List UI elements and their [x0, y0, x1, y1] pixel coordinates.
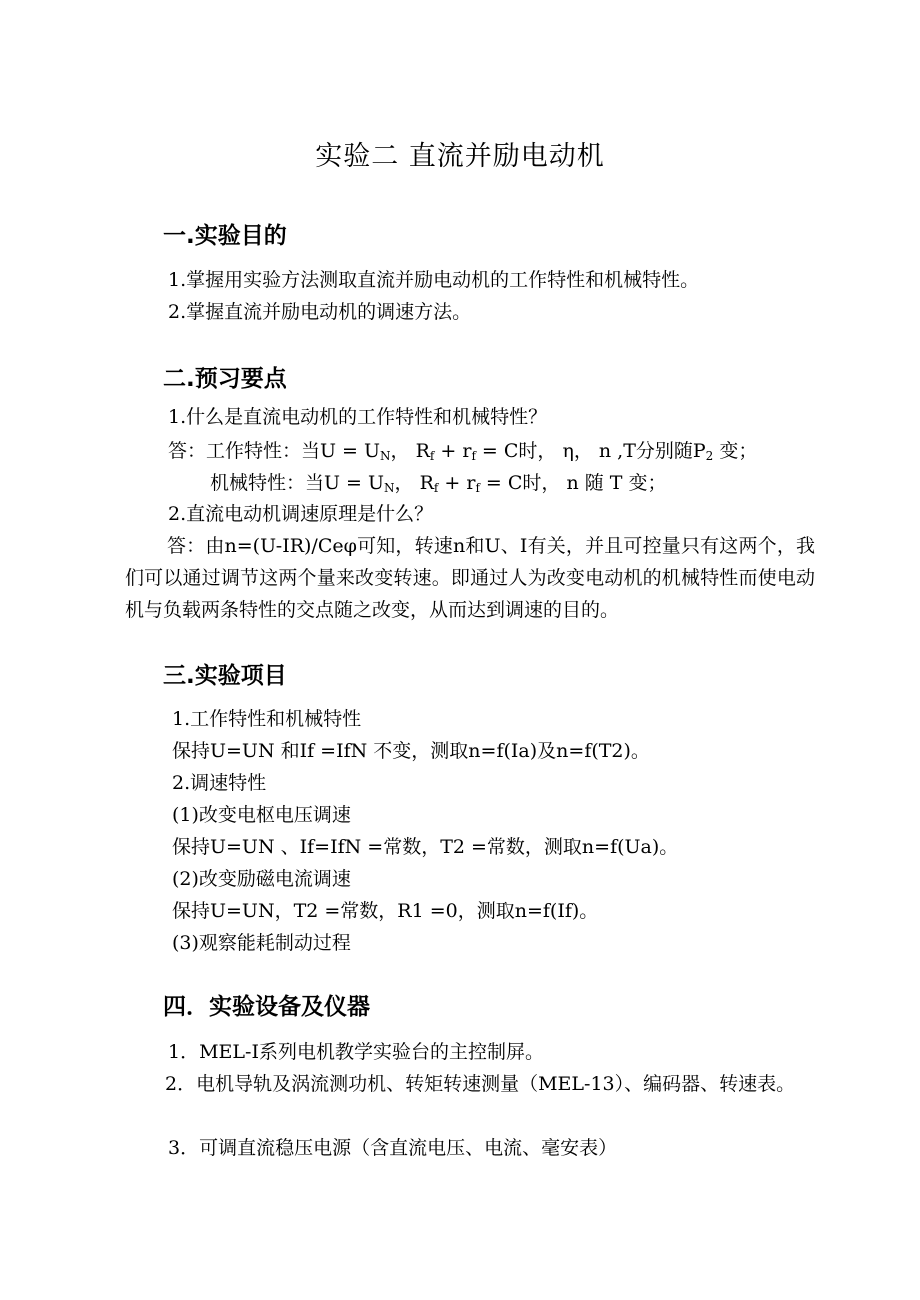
answer-1-line-2: 机械特性：当$U = U_N$， $R_f + r_f = C$时， n 随 T 变； [210, 472, 667, 495]
section-heading-equipment: 四．实验设备及仪器 [163, 994, 370, 1020]
answer-1-line-1: 答：工作特性：当$U = U_N$， $R_f + r_f = C$时， η， n ,T分别随$P_2$ 变； [168, 440, 758, 463]
document-title: 实验二 直流并励电动机 [315, 141, 605, 172]
item-line-5: 保持U=UN 、If=IfN =常数，T2 =常数，测取n=f(Ua)。 [172, 836, 679, 858]
item-line-7: 保持U=UN，T2 =常数，R1 =0，测取n=f(If)。 [172, 900, 599, 922]
preview-question-2: 2.直流电动机调速原理是什么？ [168, 503, 434, 525]
equipment-item-3: 3．可调直流稳压电源（含直流电压、电流、毫安表） [168, 1137, 618, 1159]
item-line-2: 保持U=UN 和If =IfN 不变，测取n=f(Ia)及n=f(T2)。 [172, 740, 650, 762]
item-line-8: (3)观察能耗制动过程 [172, 932, 351, 954]
preview-question-1: 1.什么是直流电动机的工作特性和机械特性？ [168, 406, 548, 428]
equipment-item-1: 1．MEL-I系列电机教学实验台的主控制屏。 [168, 1041, 544, 1063]
section-heading-objectives: 一.实验目的 [163, 223, 287, 249]
item-line-3: 2.调速特性 [172, 772, 267, 794]
answer-2-paragraph: 答：由n=(U-IR)/Ceφ可知，转速n和U、I有关，并且可控量只有这两个，我们可以通过调节这两个量来改变转速。即通过人为改变电动机的机械特性而使电动机与负载两条特性的交点随之改变，从而达到调速的目的。 [125, 535, 815, 621]
section-heading-preview: 二.预习要点 [163, 366, 287, 392]
item-line-6: (2)改变励磁电流调速 [172, 868, 351, 890]
item-line-4: (1)改变电枢电压调速 [172, 804, 351, 826]
objective-item-1: 1.掌握用实验方法测取直流并励电动机的工作特性和机械特性。 [168, 269, 700, 291]
objective-item-2: 2.掌握直流并励电动机的调速方法。 [168, 301, 472, 323]
section-heading-items: 三.实验项目 [163, 663, 287, 689]
equipment-item-2: 2．电机导轨及涡流测功机、转矩转速测量（MEL-13）、编码器、转速表。 [165, 1073, 796, 1095]
item-line-1: 1.工作特性和机械特性 [172, 708, 362, 730]
